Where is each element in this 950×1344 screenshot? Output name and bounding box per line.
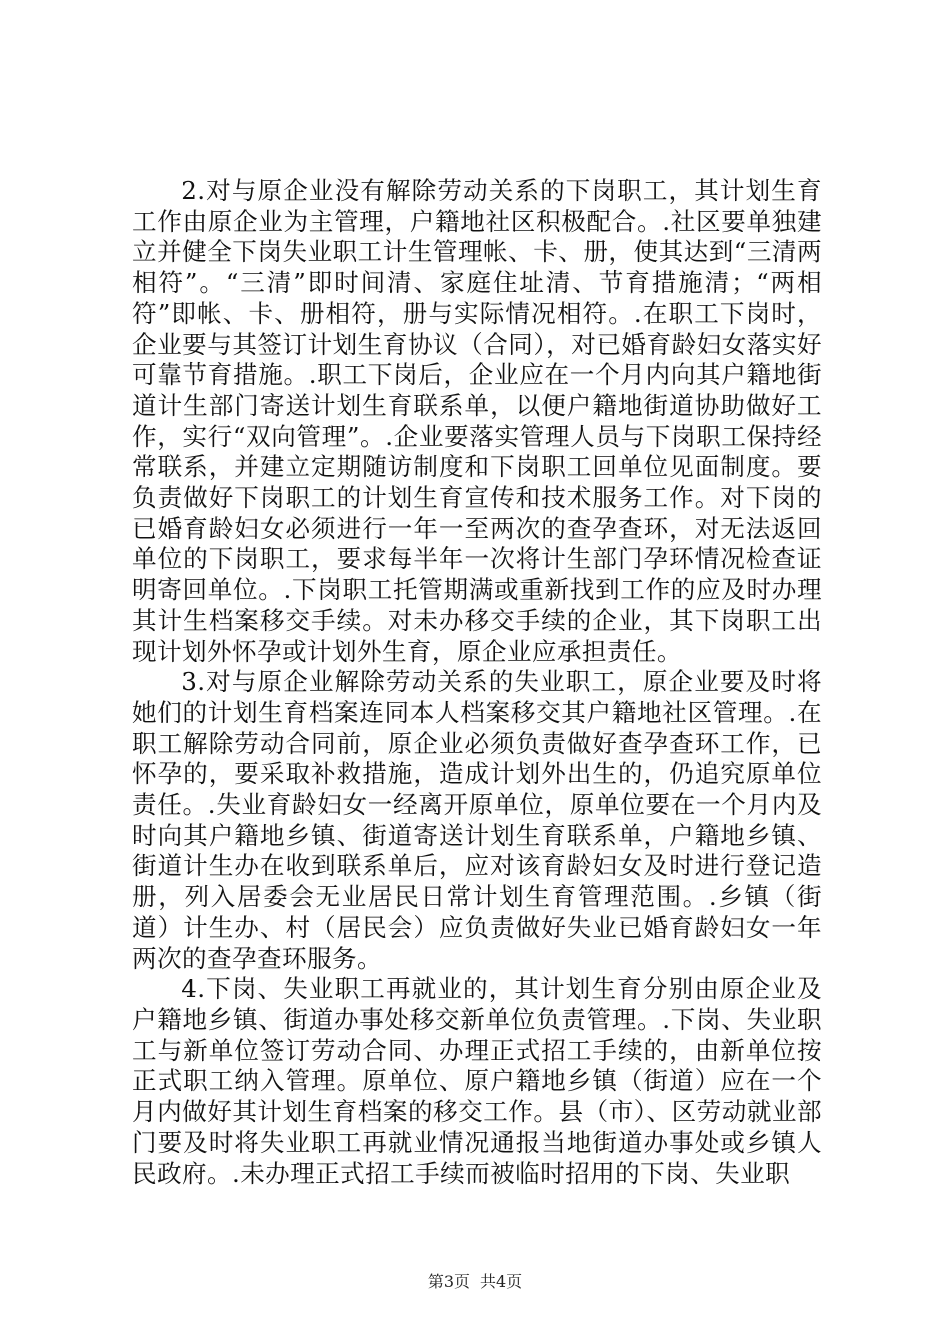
- page-total: 共4页: [480, 1272, 523, 1291]
- body-text: [132, 176, 822, 1189]
- page-footer: [0, 1272, 950, 1292]
- paragraph-item-2: 2.对与原企业没有解除劳动关系的下岗职工，其计划生育工作由原企业为主管理，户籍地社区积极配合。.社区要单独建立并健全下岗失业职工计生管理帐、卡、册，使其达到“三清两相符”。“三清”即时间清、家庭住址清、节育措施清；“两相符”即帐、卡、册相符，册与实际情况相符。.在职工下岗时，企业要与其签订计划生育协议（合同），对已婚育龄妇女落实好可靠节育措施。.职工下岗后，企业应在一个月内向其户籍地街道计生部门寄送计划生育联系单，以便户籍地街道协助做好工作，实行“双向管理”。.企业要落实管理人员与下岗职工保持经常联系，并建立定期随访制度和下岗职工回单位见面制度。要负责做好下岗职工的计划生育宣传和技术服务工作。对下岗的已婚育龄妇女必须进行一年一至两次的查孕查环，对无法返回单位的下岗职工，要求每半年一次将计生部门孕环情况检查证明寄回单位。.下岗职工托管期满或重新找到工作的应及时办理其计生档案移交手续。对未办移交手续的企业，其下岗职工出现计划外怀孕或计划外生育，原企业应承担责任。: [132, 176, 822, 666]
- paragraph-item-3: 3.对与原企业解除劳动关系的失业职工，原企业要及时将她们的计划生育档案连同本人档案移交其户籍地社区管理。.在职工解除劳动合同前，原企业必须负责做好查孕查环工作，已怀孕的，要采取补救措施，造成计划外出生的，仍追究原单位责任。.失业育龄妇女一经离开原单位，原单位要在一个月内及时向其户籍地乡镇、街道寄送计划生育联系单，户籍地乡镇、街道计生办在收到联系单后，应对该育龄妇女及时进行登记造册，列入居委会无业居民日常计划生育管理范围。.乡镇（街道）计生办、村（居民会）应负责做好失业已婚育龄妇女一年两次的查孕查环服务。: [132, 667, 822, 973]
- page-number: 第3页: [427, 1272, 470, 1291]
- paragraph-item-4: 4.下岗、失业职工再就业的，其计划生育分别由原企业及户籍地乡镇、街道办事处移交新单位负责管理。.下岗、失业职工与新单位签订劳动合同、办理正式招工手续的，由新单位按正式职工纳入管理。原单位、原户籍地乡镇（街道）应在一个月内做好其计划生育档案的移交工作。县（市）、区劳动就业部门要及时将失业职工再就业情况通报当地街道办事处或乡镇人民政府。.未办理正式招工手续而被临时招用的下岗、失业职: [132, 974, 822, 1188]
